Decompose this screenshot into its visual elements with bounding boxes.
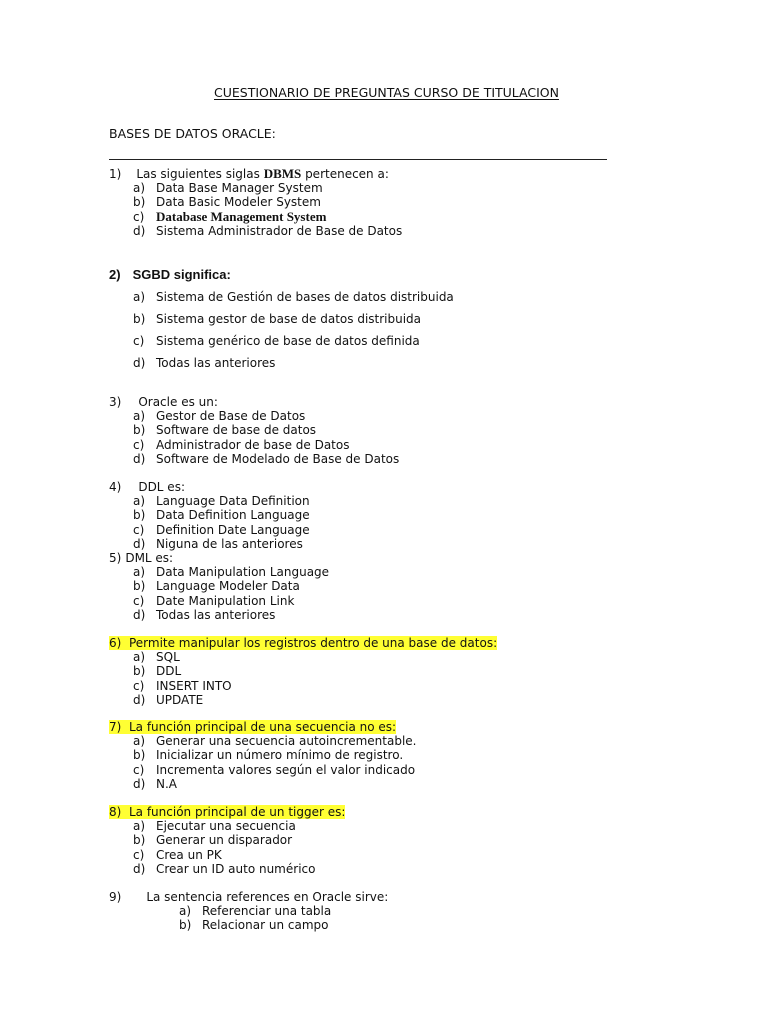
option-text: INSERT INTO <box>156 678 232 693</box>
option-letter: d) <box>133 451 146 466</box>
option-letter: a) <box>133 181 146 195</box>
question-number: 7) <box>109 720 122 734</box>
option-text: Data Definition Language <box>156 508 310 523</box>
option-text: Incrementa valores según el valor indicado <box>156 762 416 777</box>
option-text: Sistema de Gestión de bases de datos distribuida <box>156 290 454 304</box>
question-4 <box>109 480 185 494</box>
question-number: 2) <box>109 267 121 282</box>
option-letter: c) <box>133 762 145 777</box>
option-text: Generar un disparador <box>156 833 293 848</box>
option-text: Generar una secuencia autoincrementable. <box>156 734 417 748</box>
option-text: Definition Date Language <box>156 522 310 537</box>
question-2 <box>109 268 231 282</box>
question-5 <box>109 551 173 565</box>
option-letter: b) <box>133 833 146 848</box>
option-text: Todas las anteriores <box>156 607 276 622</box>
option-letter: a) <box>179 904 192 918</box>
option-letter: c) <box>133 847 145 862</box>
question-number: 4) <box>109 480 122 494</box>
question-highlight <box>109 636 497 650</box>
option-text: UPDATE <box>156 692 204 707</box>
option-letter: c) <box>133 437 145 452</box>
option-text: Sistema genérico de base de datos definida <box>156 334 420 348</box>
option-letter: a) <box>133 734 146 748</box>
question-text: La función principal de una secuencia no es: <box>128 720 397 734</box>
option-letter: a) <box>133 819 146 833</box>
question-text: Oracle es un: <box>138 395 218 409</box>
horizontal-rule <box>109 159 607 160</box>
question-3 <box>109 395 218 409</box>
option-letter: a) <box>133 409 146 423</box>
question-number: 3) <box>109 395 122 409</box>
option-letter: b) <box>179 918 192 933</box>
question-8 <box>109 805 345 819</box>
option-text: Administrador de base de Datos <box>156 437 350 452</box>
option-letter: b) <box>133 579 146 594</box>
option-letter: b) <box>133 508 146 523</box>
document-subtitle: BASES DE DATOS ORACLE: <box>109 126 276 141</box>
option-text: Software de Modelado de Base de Datos <box>156 451 400 466</box>
option-letter: b) <box>133 195 146 210</box>
option-letter: d) <box>133 223 146 238</box>
option-text: Referenciar una tabla <box>202 904 332 918</box>
option-letter: d) <box>133 356 146 370</box>
option-letter: c) <box>133 593 145 608</box>
question-text-bold: DBMS <box>263 166 302 181</box>
option-letter: b) <box>133 748 146 763</box>
option-text: N.A <box>156 776 177 791</box>
question-1 <box>109 167 389 181</box>
option-text: Todas las anteriores <box>156 356 276 370</box>
question-text: Las siguientes siglas <box>136 167 264 181</box>
option-text: Ejecutar una secuencia <box>156 819 296 833</box>
option-letter: c) <box>133 678 145 693</box>
option-letter: b) <box>133 423 146 438</box>
option-text: Crear un ID auto numérico <box>156 861 316 876</box>
question-text: DML es: <box>125 551 174 565</box>
option-letter: d) <box>133 607 146 622</box>
option-text: Inicializar un número mínimo de registro. <box>156 748 404 763</box>
question-number: 8) <box>109 805 122 819</box>
question-text: La sentencia references en Oracle sirve: <box>146 890 389 904</box>
option-text: Database Management System <box>156 208 327 224</box>
question-9 <box>109 890 388 904</box>
option-letter: d) <box>133 861 146 876</box>
option-text: Language Data Definition <box>156 494 310 508</box>
option-text: Data Basic Modeler System <box>156 195 321 210</box>
question-number: 9) <box>109 890 122 904</box>
option-text: Sistema Administrador de Base de Datos <box>156 223 403 238</box>
option-text: Relacionar un campo <box>202 918 329 933</box>
question-text: pertenecen a: <box>301 167 389 181</box>
option-letter: c) <box>133 209 145 224</box>
question-text: La función principal de un tigger es: <box>128 805 346 819</box>
option-letter: a) <box>133 565 146 579</box>
option-text: Gestor de Base de Datos <box>156 409 306 423</box>
option-letter: c) <box>133 522 145 537</box>
option-text: Date Manipulation Link <box>156 593 295 608</box>
option-text: Sistema gestor de base de datos distribuida <box>156 312 422 326</box>
option-text: Data Manipulation Language <box>156 565 330 579</box>
option-text: Software de base de datos <box>156 423 317 438</box>
option-letter: c) <box>133 334 145 348</box>
option-letter: a) <box>133 650 146 664</box>
option-letter: d) <box>133 536 146 551</box>
document-title: CUESTIONARIO DE PREGUNTAS CURSO DE TITULACION <box>214 85 559 100</box>
option-text: Data Base Manager System <box>156 181 323 195</box>
question-highlight <box>109 805 345 819</box>
option-letter: b) <box>133 312 146 326</box>
option-text: SQL <box>156 650 180 664</box>
question-number: 6) <box>109 636 122 650</box>
option-letter: b) <box>133 664 146 679</box>
question-6 <box>109 636 497 650</box>
question-number: 1) <box>109 167 122 181</box>
question-7 <box>109 720 396 734</box>
option-text: Language Modeler Data <box>156 579 300 594</box>
option-text: Niguna de las anteriores <box>156 536 303 551</box>
question-number: 5) <box>109 551 122 565</box>
option-letter: a) <box>133 494 146 508</box>
question-highlight <box>109 720 396 734</box>
question-text: DDL es: <box>138 480 185 494</box>
option-letter: a) <box>133 290 146 304</box>
option-text: Crea un PK <box>156 847 222 862</box>
option-letter: d) <box>133 776 146 791</box>
question-text: SGBD significa: <box>132 267 231 282</box>
option-text: DDL <box>156 664 182 679</box>
option-letter: d) <box>133 692 146 707</box>
question-text: Permite manipular los registros dentro de una base de datos: <box>128 636 498 650</box>
